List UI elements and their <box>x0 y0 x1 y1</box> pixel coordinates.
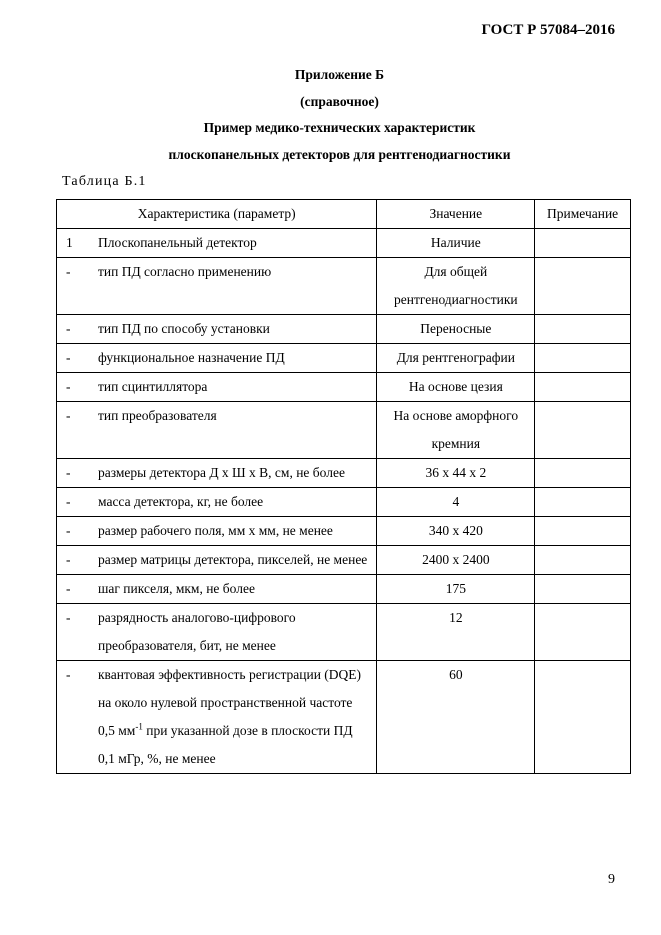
row-value: 60 <box>449 667 463 682</box>
header-note: Примечание <box>535 200 631 229</box>
table-row-group <box>57 229 631 258</box>
table-row <box>57 315 631 344</box>
row-note <box>535 459 631 488</box>
row-parameter <box>98 661 376 773</box>
group-note <box>535 229 631 258</box>
group-name: Плоскопанельный детектор <box>98 235 257 250</box>
appendix-title: Приложение Б <box>294 67 385 82</box>
row-note <box>535 258 631 315</box>
appendix-heading-line-1: Пример медико-технических характеристик <box>203 120 476 135</box>
row-marker: - <box>66 610 71 625</box>
row-parameter: размер рабочего поля, мм х мм, не менее <box>98 523 333 538</box>
document-code: ГОСТ Р 57084–2016 <box>481 22 615 38</box>
table-header-row <box>57 200 631 229</box>
row-marker: - <box>66 523 71 538</box>
row-marker: - <box>66 552 71 567</box>
row-value: Переносные <box>420 321 492 336</box>
row-value: На основе аморфного кремния <box>393 408 519 451</box>
table-row <box>57 402 631 459</box>
row-note <box>535 517 631 546</box>
table-row <box>57 661 631 774</box>
appendix-heading-line-2: плоскопанельных детекторов для рентгенодиагностики <box>168 146 511 162</box>
table-row <box>57 604 631 661</box>
row-note <box>535 373 631 402</box>
row-note <box>535 315 631 344</box>
group-number: 1 <box>66 235 73 250</box>
row-note <box>535 575 631 604</box>
row-marker: - <box>66 379 71 394</box>
row-note <box>535 661 631 774</box>
table-row <box>57 459 631 488</box>
row-value: 2400 х 2400 <box>422 552 490 567</box>
table-row <box>57 546 631 575</box>
title-block <box>0 62 661 168</box>
row-note <box>535 344 631 373</box>
header-parameter: Характеристика (параметр) <box>57 200 377 229</box>
table-row <box>57 488 631 517</box>
row-note <box>535 546 631 575</box>
group-name-cell <box>57 229 377 258</box>
table-row <box>57 373 631 402</box>
row-parameter: тип ПД согласно применению <box>98 264 272 279</box>
row-parameter: размеры детектора Д х Ш х В, см, не более <box>98 465 345 480</box>
row-parameter-part: при указанной дозе в плоскости ПД 0,1 мГр, %, не менее <box>98 723 353 766</box>
row-parameter: размер матрицы детектора, пикселей, не менее <box>98 552 368 567</box>
table-row <box>57 517 631 546</box>
row-value: Для рентгенографии <box>396 350 515 365</box>
row-parameter: тип ПД по способу установки <box>98 321 270 336</box>
appendix-type: (справочное) <box>300 93 379 109</box>
row-value: 12 <box>449 610 463 625</box>
row-marker: - <box>66 494 71 509</box>
row-value: На основе цезия <box>408 379 503 394</box>
row-marker: - <box>66 264 71 279</box>
row-value: 36 х 44 х 2 <box>425 465 487 480</box>
specification-table <box>56 199 631 774</box>
group-value: Наличие <box>377 229 535 258</box>
row-note <box>535 488 631 517</box>
row-value: 340 х 420 <box>428 523 483 538</box>
table-row <box>57 575 631 604</box>
row-marker: - <box>66 321 71 336</box>
table-row <box>57 344 631 373</box>
row-value: 175 <box>445 581 466 596</box>
row-parameter: шаг пикселя, мкм, не более <box>98 581 255 596</box>
row-marker: - <box>66 408 71 423</box>
table-row <box>57 258 631 315</box>
page-number: 9 <box>608 872 615 887</box>
row-parameter-part: квантовая эффективность регистрации (DQE) на около нулевой пространственной частоте 0,5 мм <box>98 667 362 738</box>
row-parameter: масса детектора, кг, не более <box>98 494 264 509</box>
row-marker: - <box>66 465 71 480</box>
row-parameter-superscript: -1 <box>135 721 143 732</box>
row-note <box>535 402 631 459</box>
header-value: Значение <box>377 200 535 229</box>
row-marker: - <box>66 350 71 365</box>
row-value: 4 <box>452 494 460 509</box>
row-parameter: разрядность аналогово-цифрового преобразователя, бит, не менее <box>98 610 296 653</box>
row-parameter: тип сцинтиллятора <box>98 379 208 394</box>
row-marker: - <box>66 581 71 596</box>
row-note <box>535 604 631 661</box>
row-marker: - <box>66 667 71 682</box>
row-value: Для общей рентгенодиагностики <box>394 264 518 307</box>
table-label: Таблица Б.1 <box>62 174 147 189</box>
row-parameter: тип преобразователя <box>98 408 217 423</box>
row-parameter: функциональное назначение ПД <box>98 350 285 365</box>
